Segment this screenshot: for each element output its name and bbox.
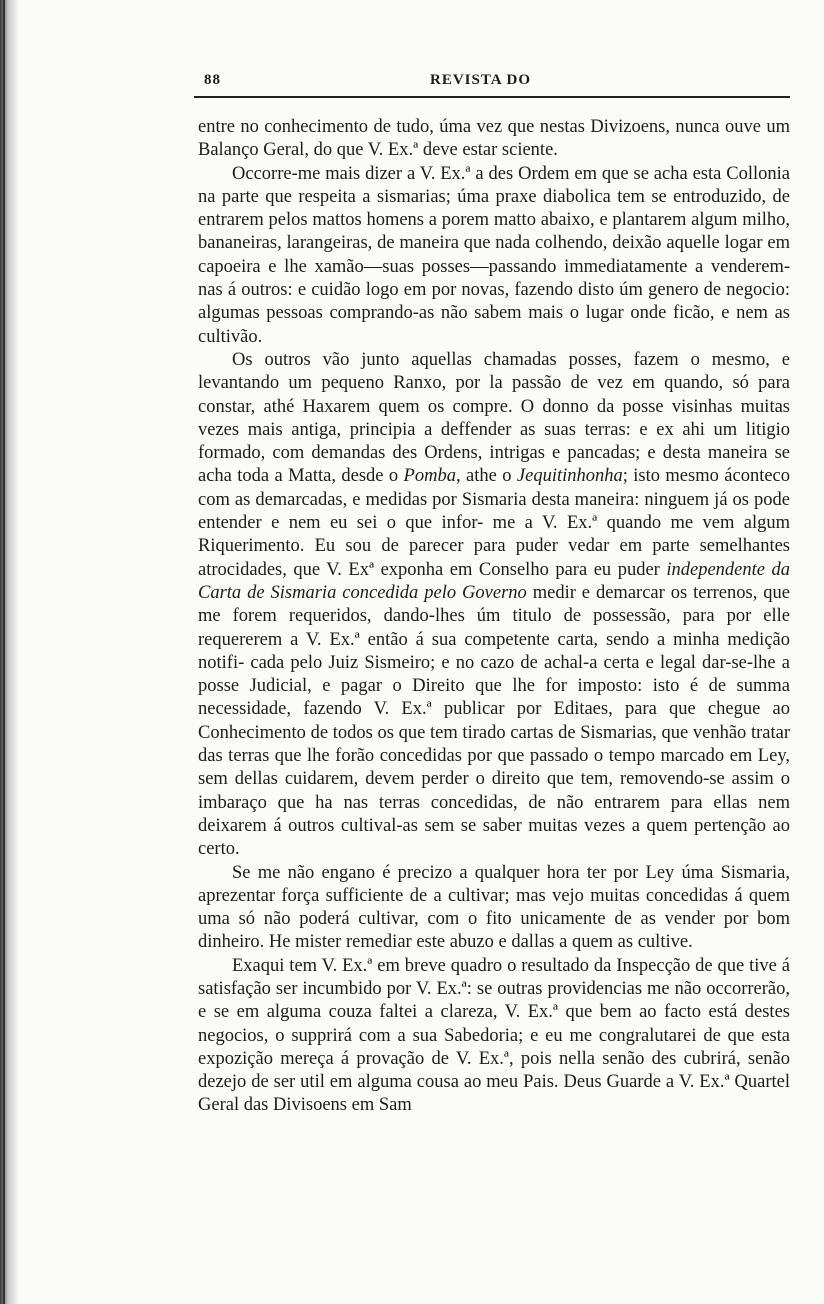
text-run: entre no conhecimento de tudo, úma vez que nestas Divizoens, nunca ouve um Balanço Geral, do que V. Ex.ª deve estar sciente. bbox=[198, 117, 790, 161]
text-run: Os outros vão junto aquellas chamadas posses, fazem o mesmo, e levantando um pequeno Ranxo, por la passão de vez em quando, só para constar, athé Haxarem quem os compre. O donno da posse visinhas muitas vezes mais antiga, principia a deffender as suas terras: e ex ahi um litigio formado, com demandas des Ordens, intrigas e pancadas; e desta maneira se acha toda a Matta, desde o bbox=[198, 349, 790, 487]
text-run: , athe o bbox=[455, 466, 517, 487]
page-number: 88 bbox=[204, 72, 221, 88]
binding-shadow-line bbox=[3, 0, 5, 1304]
text-run: Exaqui tem V. Ex.ª em breve quadro o resultado da Inspecção de que tive á satisfação ser incumbido por V. Ex.ª: se outras providencias me não occorrerão, e se em alguma couza faltei a clareza, V. Ex.ª que bem ao facto está destes negocios, o supprirá com a sua Sabedoria; e eu me congralutarei de que esta expozição mereça á provação de V. Ex.ª, pois nella senão des cubrirá, senão dezejo de ser util em alguma cousa ao meu Pais. Deus Guarde a V. Ex.ª Quartel Geral das Divisoens em Sam bbox=[198, 955, 790, 1116]
text-run: Se me não engano é precizo a qualquer hora ter por Ley úma Sismaria, aprezentar força sufficiente de a cultivar; mas vejo muitas concedidas á quem uma só não poderá cultivar, com o fito unicamente de as vender por bom dinheiro. He mister remediar este abuzo e dallas a quem as cultive. bbox=[198, 862, 790, 953]
paragraph-4 bbox=[198, 862, 790, 955]
italic-place-name: Pomba bbox=[403, 466, 456, 487]
paragraph-3 bbox=[198, 349, 790, 862]
italic-place-name: Jequitinhonha bbox=[516, 466, 623, 487]
text-run: Occorre-me mais dizer a V. Ex.ª a des Ordem em que se acha esta Collonia na parte que respeita a sismarias; úma praxe diabolica tem se entroduzido, de entrarem pelos mattos homens a porem matto abaixo, e plantarem algum milho, bananeiras, larangeiras, de maneira que nada colhendo, deixão aquelle logar em capoeira e lhe xamão—suas posses—passando immediatamente a venderem-nas á outros: e cuidão logo em por novas, fazendo disto úm genero de negocio: algumas pessoas comprando-as não sabem mais o lugar onde ficão, e nem as cultivão. bbox=[198, 163, 790, 347]
running-head bbox=[198, 70, 790, 96]
paragraph-2 bbox=[198, 163, 790, 349]
text-run: medir e demarcar os terrenos, que me forem requeridos, dando-lhes úm titulo de possessão, para por elle requererem a V. Ex.ª então á sua competente carta, sendo a minha medição notifi- cada pelo Juiz Sismeiro; e no cazo de achal-a certa e legal dar-se-lhe a posse Judicial, e pagar o Direito que lhe for imposto: isto é de summa necessidade, fazendo V. Ex.ª publicar por Editaes, para que chegue ao Conhecimento de todos os que tem tirado cartas de Sismarias, que venhão tratar das terras que lhe forão concedidas por que passado o tempo marcado em Ley, sem dellas cuidarem, devem perder o direito que tem, removendo-se assim o imbaraço que ha nas terras concedidas, de não entrarem para ellas nem deixarem á outros cultival-as sem se saber muitas vezes a quem pertenção ao certo. bbox=[198, 582, 790, 860]
running-title: REVISTA DO bbox=[430, 72, 531, 88]
body-text bbox=[198, 116, 790, 1118]
paragraph-5 bbox=[198, 955, 790, 1118]
italic-phrase: independente da Carta de Sismaria concedida pelo Governo bbox=[198, 559, 790, 603]
header-rule bbox=[194, 96, 790, 98]
text-run: ; isto mesmo áconteco com as demarcadas, e medidas por Sismaria desta maneira: ninguem já os pode entender e nem eu sei o que infor- me a V. Ex.ª quando me vem algum Riquerimento. Eu sou de parecer para puder vedar em parte semelhantes atrocidades, que V. Exª exponha em Conselho para eu puder bbox=[198, 466, 791, 580]
paragraph-1 bbox=[198, 116, 790, 163]
